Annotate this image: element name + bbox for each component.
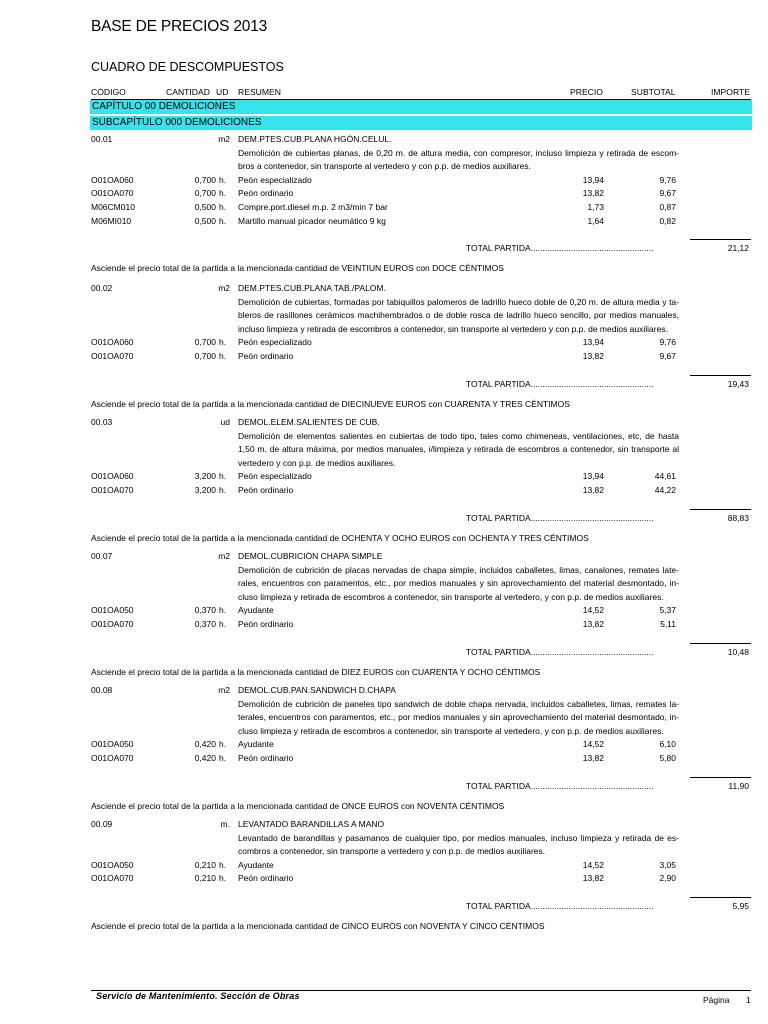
- partida-unit: m2: [218, 134, 230, 144]
- component-quantity: 0,500: [194, 215, 216, 226]
- component-price: 13,82: [582, 619, 604, 629]
- description-line: incluso limpieza y retirada de escombros a contenedor, sin transporte al vertedero y con p.p. de medios auxiliares.: [238, 323, 668, 334]
- component-description: Peón ordinario: [238, 188, 294, 199]
- component-description: Ayudante: [238, 739, 274, 750]
- total-partida-value: 21,12: [727, 243, 749, 254]
- description-line: Demolición de cubiertas, formadas por tabiquillos palomeros de ladrillo hueco doble de 0,20 m. de altura media y ta-: [238, 296, 679, 307]
- component-price: 14,52: [582, 605, 604, 616]
- component-code: O01OA070: [91, 753, 134, 763]
- component-subtotal: 9,67: [659, 188, 676, 199]
- component-code: M06CM010: [91, 202, 135, 212]
- description-line: cluso limpieza y retirada de escombros a contenedor, sin transporte al vertedero, y con p.p. de medios auxiliares.: [238, 725, 664, 736]
- partida-code: 00.01: [91, 134, 113, 144]
- footer-page-label: Página: [703, 995, 730, 1005]
- description-line: cluso limpieza y retirada de escombros a contenedor, sin transporte al vertedero, y con p.p. de medios auxiliares.: [238, 591, 664, 602]
- total-partida-label: TOTAL PARTIDA....................................................: [466, 901, 654, 911]
- partida-unit: m2: [218, 283, 230, 293]
- component-description: Peón ordinario: [238, 873, 294, 884]
- total-partida-label: TOTAL PARTIDA....................................................: [466, 780, 654, 791]
- document-subtitle: CUADRO DE DESCOMPUESTOS: [91, 60, 284, 74]
- partida-unit: m.: [220, 819, 230, 829]
- component-unit: h.: [219, 753, 227, 763]
- chapter-band: CAPÍTULO 00 DEMOLICIONES: [90, 100, 752, 114]
- component-code: O01OA070: [91, 351, 134, 361]
- partida-code: 00.02: [91, 283, 113, 293]
- partida-description: [238, 832, 679, 859]
- component-subtotal: 5,80: [659, 753, 676, 763]
- component-subtotal: 44,22: [654, 485, 676, 495]
- component-price: 13,82: [582, 873, 604, 884]
- partida-description: [238, 296, 679, 337]
- partida-name: DEM.PTES.CUB.PLANA HGÓN.CELUL.: [238, 134, 392, 144]
- component-unit: h.: [219, 485, 227, 495]
- component-description: Ayudante: [238, 859, 274, 870]
- total-partida-value: 10,48: [727, 646, 749, 657]
- component-code: O01OA070: [91, 485, 134, 495]
- component-quantity: 0,210: [194, 859, 216, 870]
- component-description: Peón ordinario: [238, 619, 294, 629]
- component-quantity: 0,420: [194, 753, 216, 763]
- component-price: 1,73: [587, 202, 604, 212]
- partida-code: 00.03: [91, 417, 113, 427]
- total-partida-value: 11,90: [728, 780, 749, 791]
- component-quantity: 0,700: [194, 351, 216, 361]
- col-header-cantidad: CANTIDAD: [166, 87, 210, 97]
- component-quantity: 0,210: [194, 873, 216, 884]
- component-code: M06MI010: [91, 215, 132, 226]
- component-code: O01OA070: [91, 873, 134, 884]
- total-rule: [690, 643, 751, 644]
- component-price: 13,94: [582, 174, 604, 185]
- component-unit: h.: [219, 619, 227, 629]
- component-quantity: 0,370: [194, 605, 216, 616]
- component-description: Ayudante: [238, 605, 274, 616]
- component-subtotal: 0,87: [659, 202, 676, 212]
- component-subtotal: 5,37: [659, 605, 676, 616]
- component-unit: h.: [219, 337, 227, 348]
- component-subtotal: 44,61: [654, 471, 676, 482]
- component-subtotal: 6,10: [659, 739, 676, 750]
- asciende-text: Asciende el precio total de la partida a la mencionada cantidad de OCHENTA Y OCHO EUROS con OCHENTA Y TRES CÉNTIMOS: [91, 532, 589, 543]
- col-header-ud: UD: [216, 87, 229, 97]
- component-quantity: 3,200: [194, 485, 216, 495]
- component-subtotal: 9,67: [659, 351, 676, 361]
- total-rule: [690, 239, 751, 240]
- footer-department: Servicio de Mantenimiento. Sección de Obras: [96, 991, 300, 1001]
- description-line: bleros de rasillones cerámicos machihembrados o de doble rosca de ladrillo hueco sencillo, por medios manuales,: [238, 310, 679, 321]
- asciende-text: Asciende el precio total de la partida a la mencionada cantidad de DIEZ EUROS con CUARENTA Y OCHO CÉNTIMOS: [91, 666, 541, 677]
- component-subtotal: 5,11: [660, 619, 676, 629]
- partida-code: 00.07: [91, 551, 113, 561]
- col-header-importe: IMPORTE: [711, 87, 750, 97]
- description-line: Demolición de cubrición de placas nervadas de chapa simple, incluidos caballetes, limas, canalones, remates late-: [238, 564, 679, 575]
- component-unit: h.: [219, 873, 227, 884]
- component-code: O01OA050: [91, 739, 134, 750]
- partida-name: DEMOL.ELEM.SALIENTES DE CUB.: [238, 417, 380, 427]
- component-description: Peón ordinario: [238, 753, 294, 763]
- partida-unit: ud: [220, 417, 230, 427]
- partida-name: DEMOL.CUBRICIÓN CHAPA SIMPLE: [238, 551, 383, 561]
- component-subtotal: 0,82: [659, 215, 676, 226]
- component-price: 13,94: [582, 337, 604, 348]
- component-quantity: 0,700: [194, 188, 216, 199]
- component-code: O01OA070: [91, 188, 134, 199]
- partida-unit: m2: [218, 551, 230, 561]
- col-header-subtotal: SUBTOTAL: [631, 87, 676, 97]
- component-unit: h.: [219, 188, 227, 199]
- col-header-precio: PRECIO: [570, 87, 603, 97]
- total-partida-label: TOTAL PARTIDA....................................................: [466, 243, 654, 254]
- total-rule: [690, 509, 751, 510]
- description-line: 1,50 m. de altura máxima, por medios manuales, i/limpieza y retirada de escombros a contenedor, sin transporte al: [238, 444, 679, 455]
- component-price: 14,52: [582, 859, 604, 870]
- component-description: Peón ordinario: [238, 351, 294, 361]
- subchapter-band: SUBCAPÍTULO 000 DEMOLICIONES: [90, 116, 752, 130]
- partida-description: [238, 147, 679, 174]
- component-price: 13,94: [582, 471, 604, 482]
- component-quantity: 0,500: [194, 202, 216, 212]
- footer-page-number: 1: [746, 995, 751, 1005]
- document-title: BASE DE PRECIOS 2013: [91, 18, 268, 35]
- component-unit: h.: [219, 202, 227, 212]
- partida-description: [238, 698, 679, 739]
- description-line: Levantado de barandillas y pasamanos de cualquier tipo, por medios manuales, incluso limpieza y retirada de es-: [238, 832, 679, 843]
- component-code: O01OA050: [91, 605, 134, 616]
- total-partida-value: 5,95: [732, 901, 749, 911]
- description-line: combros a contenedor, sin transporte a vertedero y con p.p. de medios auxiliares.: [238, 846, 546, 857]
- partida-code: 00.08: [91, 685, 113, 695]
- partida-name: DEM.PTES.CUB.PLANA TAB./PALOM.: [238, 283, 386, 293]
- component-unit: h.: [219, 605, 227, 616]
- total-partida-value: 88,83: [727, 512, 749, 523]
- partida-name: DEMOL.CUB.PAN.SANDWICH D.CHAPA: [238, 685, 396, 695]
- component-description: Peón especializado: [238, 337, 312, 348]
- total-rule: [690, 897, 751, 898]
- component-unit: h.: [219, 859, 227, 870]
- component-price: 1,64: [587, 215, 604, 226]
- component-unit: h.: [219, 215, 227, 226]
- total-rule: [690, 777, 751, 778]
- component-unit: h.: [219, 739, 227, 750]
- component-unit: h.: [219, 351, 227, 361]
- component-description: Compre.port.diesel m.p. 2 m3/min 7 bar: [238, 202, 388, 212]
- description-line: Demolición de cubiertas planas, de 0,20 m. de altura media, con compresor, incluso limpieza y retirada de escom-: [238, 147, 679, 158]
- asciende-text: Asciende el precio total de la partida a la mencionada cantidad de CINCO EUROS con NOVENTA Y CINCO CÉNTIMOS: [91, 921, 545, 931]
- total-partida-label: TOTAL PARTIDA....................................................: [466, 378, 654, 389]
- description-line: rales, encuentros con paramentos, etc., por medios manuales y sin aprovechamiento del material desmontado, in-: [238, 578, 679, 589]
- asciende-text: Asciende el precio total de la partida a la mencionada cantidad de ONCE EUROS con NOVENTA CÉNTIMOS: [91, 800, 505, 811]
- asciende-text: Asciende el precio total de la partida a la mencionada cantidad de DIECINUEVE EUROS con CUARENTA Y TRES CÉNTIMOS: [91, 398, 570, 409]
- component-description: Peón especializado: [238, 174, 312, 185]
- component-description: Peón especializado: [238, 471, 312, 482]
- total-partida-label: TOTAL PARTIDA....................................................: [466, 646, 654, 657]
- description-line: Demolición de elementos salientes en cubiertas de todo tipo, tales como chimeneas, ventilaciones, etc, de hasta: [238, 430, 679, 441]
- component-quantity: 0,700: [194, 174, 216, 185]
- component-unit: h.: [219, 174, 227, 185]
- partida-description: [238, 564, 679, 605]
- total-partida-label: TOTAL PARTIDA....................................................: [466, 512, 654, 523]
- component-price: 13,82: [582, 188, 604, 199]
- component-code: O01OA060: [91, 174, 134, 185]
- description-line: vertedero y con p.p. de medios auxiliares.: [238, 457, 396, 468]
- component-quantity: 0,700: [194, 337, 216, 348]
- component-quantity: 3,200: [194, 471, 216, 482]
- component-code: O01OA050: [91, 859, 134, 870]
- partida-description: [238, 430, 679, 471]
- component-price: 13,82: [582, 351, 604, 361]
- col-header-resumen: RESUMEN: [238, 87, 281, 97]
- component-price: 14,52: [582, 739, 604, 750]
- total-partida-value: 19,43: [727, 378, 749, 389]
- asciende-text: Asciende el precio total de la partida a la mencionada cantidad de VEINTIUN EUROS con DOCE CÉNTIMOS: [91, 263, 504, 274]
- description-line: terales, encuentros con paramentos, etc., por medios manuales y sin aprovechamiento del material desmontado, in-: [238, 712, 679, 723]
- partida-unit: m2: [218, 685, 230, 695]
- component-price: 13,82: [582, 485, 604, 495]
- component-code: O01OA060: [91, 471, 134, 482]
- component-subtotal: 9,76: [659, 174, 676, 185]
- description-line: bros a contenedor, sin transporte al vertedero y con p.p. de medios auxiliares.: [238, 161, 531, 172]
- component-quantity: 0,420: [194, 739, 216, 750]
- component-quantity: 0,370: [194, 619, 216, 629]
- component-subtotal: 2,90: [659, 873, 676, 884]
- component-code: O01OA070: [91, 619, 134, 629]
- description-line: Demolición de cubrición de paneles tipo sandwich de doble chapa nervada, incluidos caballetes, limas, remates la-: [238, 698, 679, 709]
- component-subtotal: 9,76: [659, 337, 676, 348]
- component-description: Peón ordinario: [238, 485, 294, 495]
- col-header-codigo: CÓDIGO: [91, 87, 126, 97]
- total-rule: [690, 375, 751, 376]
- partida-name: LEVANTADO BARANDILLAS A MANO: [238, 819, 385, 829]
- component-unit: h.: [219, 471, 227, 482]
- component-subtotal: 3,05: [659, 859, 676, 870]
- component-description: Martillo manual picador neumático 9 kg: [238, 215, 386, 226]
- component-price: 13,82: [582, 753, 604, 763]
- component-code: O01OA060: [91, 337, 134, 348]
- partida-code: 00.09: [91, 819, 113, 829]
